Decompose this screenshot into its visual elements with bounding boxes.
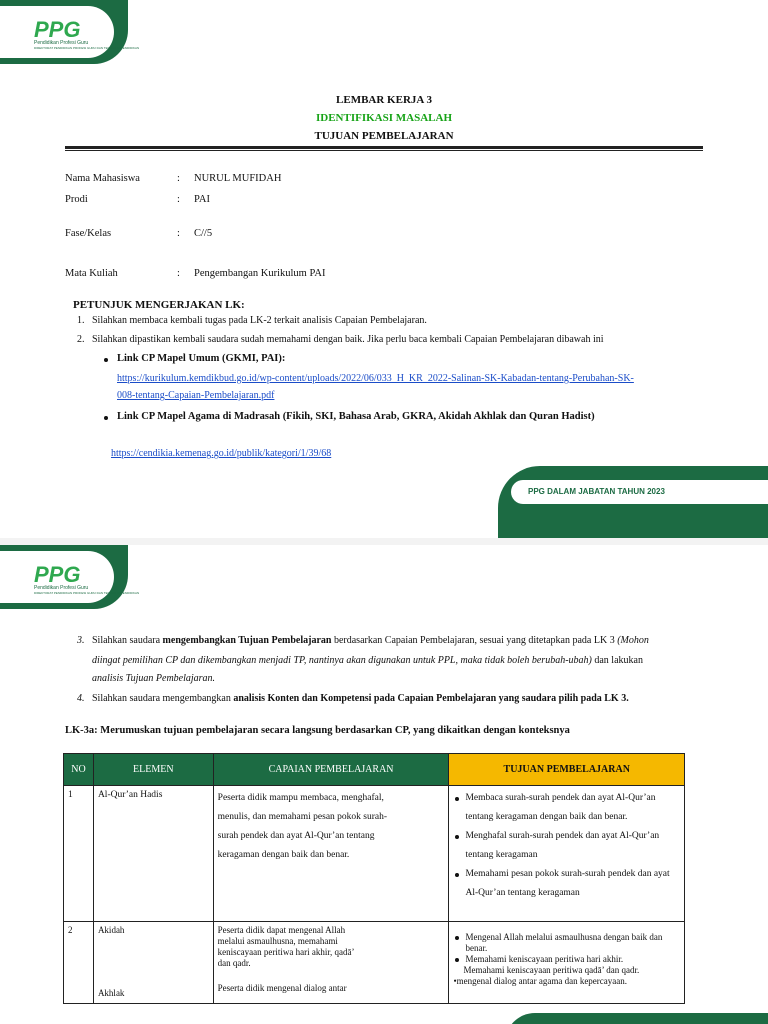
step-number: 4.: [77, 693, 85, 704]
svg-text:PPG: PPG: [34, 18, 81, 40]
bullet-icon: [104, 358, 108, 362]
worksheet-title: LEMBAR KERJA 3: [336, 94, 432, 106]
svg-text:PPG: PPG: [34, 563, 81, 585]
link-umum-url[interactable]: https://kurikulum.kemdikbud.go.id/wp-content/uploads/2022/06/033_H_KR_2022-Salinan-SK-Kabadan-tentang-Perubahan-SK-: [117, 373, 634, 384]
field-value: NURUL MUFIDAH: [194, 173, 282, 184]
instructions-title: PETUNJUK MENGERJAKAN LK:: [73, 299, 245, 311]
logo-subcaption: DIREKTORAT PENDIDIKAN PROFESI GURU DAN TENAGA KEPENDIDIKAN: [34, 591, 140, 595]
step4-text: Silahkan saudara mengembangkan analisis Konten dan Kompetensi pada Capaian Pembelajaran yang saudara pilih pada LK 3.: [92, 693, 629, 704]
table-header-row: [64, 754, 685, 786]
cell-no: 1: [64, 786, 94, 922]
list-item: Mengenal Allah melalui asmaulhusna dengan baik dan benar.: [453, 932, 680, 954]
logo-subcaption: DIREKTORAT PENDIDIKAN PROFESI GURU DAN TENAGA KEPENDIDIKAN: [34, 46, 140, 50]
cell-tp: [449, 922, 685, 1004]
document-page-2: [0, 545, 768, 1024]
table-row: [64, 786, 685, 922]
list-item: Memahami keniscayaan peritiwa hari akhir.: [453, 954, 680, 965]
title-rule: [65, 146, 703, 149]
logo-card: [0, 6, 140, 58]
cell-tp: [449, 786, 685, 922]
link-umum-url-cont[interactable]: 008-tentang-Capaian-Pembelajaran.pdf: [117, 390, 275, 401]
link-agama-label: Link CP Mapel Agama di Madrasah (Fikih, SKI, Bahasa Arab, GKRA, Akidah Akhlak dan Quran Hadist): [117, 411, 595, 422]
list-item: •mengenal dialog antar agama dan kepercayaan.: [453, 976, 628, 986]
header-cp: CAPAIAN PEMBELAJARAN: [213, 754, 449, 786]
step-text: Silahkan dipastikan kembali saudara sudah memahami dengan baik. Jika perlu baca kembali Capaian Pembelajaran dibawah ini: [92, 334, 604, 345]
step3-text-line2: diingat pemilihan CP dan dikembangkan menjadi TP, nantinya akan digunakan untuk PPL, maka tidak boleh berubah-ubah) dan lakukan: [92, 655, 643, 666]
footer-text: PPG DALAM JABATAN TAHUN 2023: [528, 487, 665, 496]
list-item: Membaca surah-surah pendek dan ayat Al-Qur’an tentang keragaman dengan baik dan benar.: [453, 789, 680, 827]
list-item: Memahami pesan pokok surah-surah pendek dan ayat Al-Qur’an tentang keragaman: [453, 865, 680, 903]
logo-card: [0, 551, 140, 603]
cell-cp: Peserta didik dapat mengenal Allah melalui asmaulhusna, memahami keniscayaan peritiwa hari akhir, qadā’ dan qadr. Peserta didik mengenal dialog antar: [213, 922, 449, 1004]
link-agama-url[interactable]: https://cendikia.kemenag.go.id/publik/kategori/1/39/68: [111, 448, 332, 459]
field-value: PAI: [194, 194, 210, 205]
cell-no: 2: [64, 922, 94, 1004]
step-number: 3.: [77, 635, 85, 646]
page-separator: [0, 538, 768, 545]
worksheet-subtitle: IDENTIFIKASI MASALAH: [316, 112, 452, 124]
step3-text-line3: analisis Tujuan Pembelajaran.: [92, 673, 216, 684]
lk3a-title: LK-3a: Merumuskan tujuan pembelajaran secara langsung berdasarkan CP, yang dikaitkan dengan konteksnya: [65, 725, 570, 736]
cell-elemen: Al-Qur’an Hadis: [93, 786, 213, 922]
field-value: Pengembangan Kurikulum PAI: [194, 268, 326, 279]
header-elemen: ELEMEN: [93, 754, 213, 786]
cell-cp: Peserta didik mampu membaca, menghafal, menulis, dan memahami pesan pokok surah-surah pendek dan ayat Al-Qur’an tentang keragaman dengan baik dan benar.: [213, 786, 449, 922]
logo-caption: Pendidikan Profesi Guru: [34, 40, 89, 46]
step3-text: Silahkan saudara mengembangkan Tujuan Pembelajaran berdasarkan Capaian Pembelajaran, sesuai yang ditetapkan pada LK 3 (Mohon: [92, 635, 649, 646]
ppg-logo-icon: [34, 18, 100, 40]
title-rule-thin: [65, 150, 703, 151]
header-no: NO: [64, 754, 94, 786]
list-item: Memahami keniscayaan peritiwa qadā’ dan qadr.: [463, 965, 640, 975]
logo-caption: Pendidikan Profesi Guru: [34, 585, 89, 591]
field-value: C//5: [194, 228, 213, 239]
bullet-icon: [104, 416, 108, 420]
ppg-logo-icon: [34, 563, 100, 585]
step-number: 2.: [77, 334, 85, 345]
header-tp: TUJUAN PEMBELAJARAN: [449, 754, 685, 786]
cell-elemen: Akidah Akhlak: [93, 922, 213, 1004]
table-row: [64, 922, 685, 1004]
tp-table: [63, 753, 685, 1004]
link-umum-label: Link CP Mapel Umum (GKMI, PAI):: [117, 353, 286, 364]
footer-band: [498, 466, 768, 545]
footer-band: [505, 1013, 768, 1024]
step-text: Silahkan membaca kembali tugas pada LK-2 terkait analisis Capaian Pembelajaran.: [92, 315, 427, 326]
list-item: Menghafal surah-surah pendek dan ayat Al-Qur’an tentang keragaman: [453, 827, 680, 865]
document-page-1: PPG Pendidikan Profesi Guru DIREKTORAT PENDIDIKAN PROFESI GURU DAN TENAGA KEPENDIDIKAN LEMBAR KERJA 3 IDENTIFIKASI MASALAH TUJUAN PEMBELAJARAN Nama Mahasiswa : NURUL MUFIDAH Prodi : PAI Fase/Kelas : C//5 Mata Kuliah : Pengembangan Kurikulum PAI PETUNJUK MENGERJAKAN LK: 1. Silahkan membaca kembali tugas pada LK-2 terkait analisis Capaian Pembelajaran. 2. Silahkan dipastikan kembali saudara sudah memahami dengan baik. Jika perlu baca kembali Capaian Pembelajaran dibawah ini Link CP Mapel Umum (GKMI, PAI): https://kurikulum.kemdikbud.go.id/wp-content/uploads/2022/06/033_H_KR_2022-Salinan-SK-Kabadan-tentang-Perubahan-SK- 008-tentang-Capaian-Pembelajaran.pdf Link CP Mapel Agama di Madrasah (Fikih, SKI, Bahasa Arab, GKRA, Akidah Akhlak dan Quran Hadist) https://cendikia.kemenag.go.id/publik/kategori/1/39/68 PPG DALAM JABATAN TAHUN 2023: [0, 0, 768, 545]
worksheet-heading: TUJUAN PEMBELAJARAN: [314, 130, 454, 142]
step-number: 1.: [77, 315, 85, 326]
